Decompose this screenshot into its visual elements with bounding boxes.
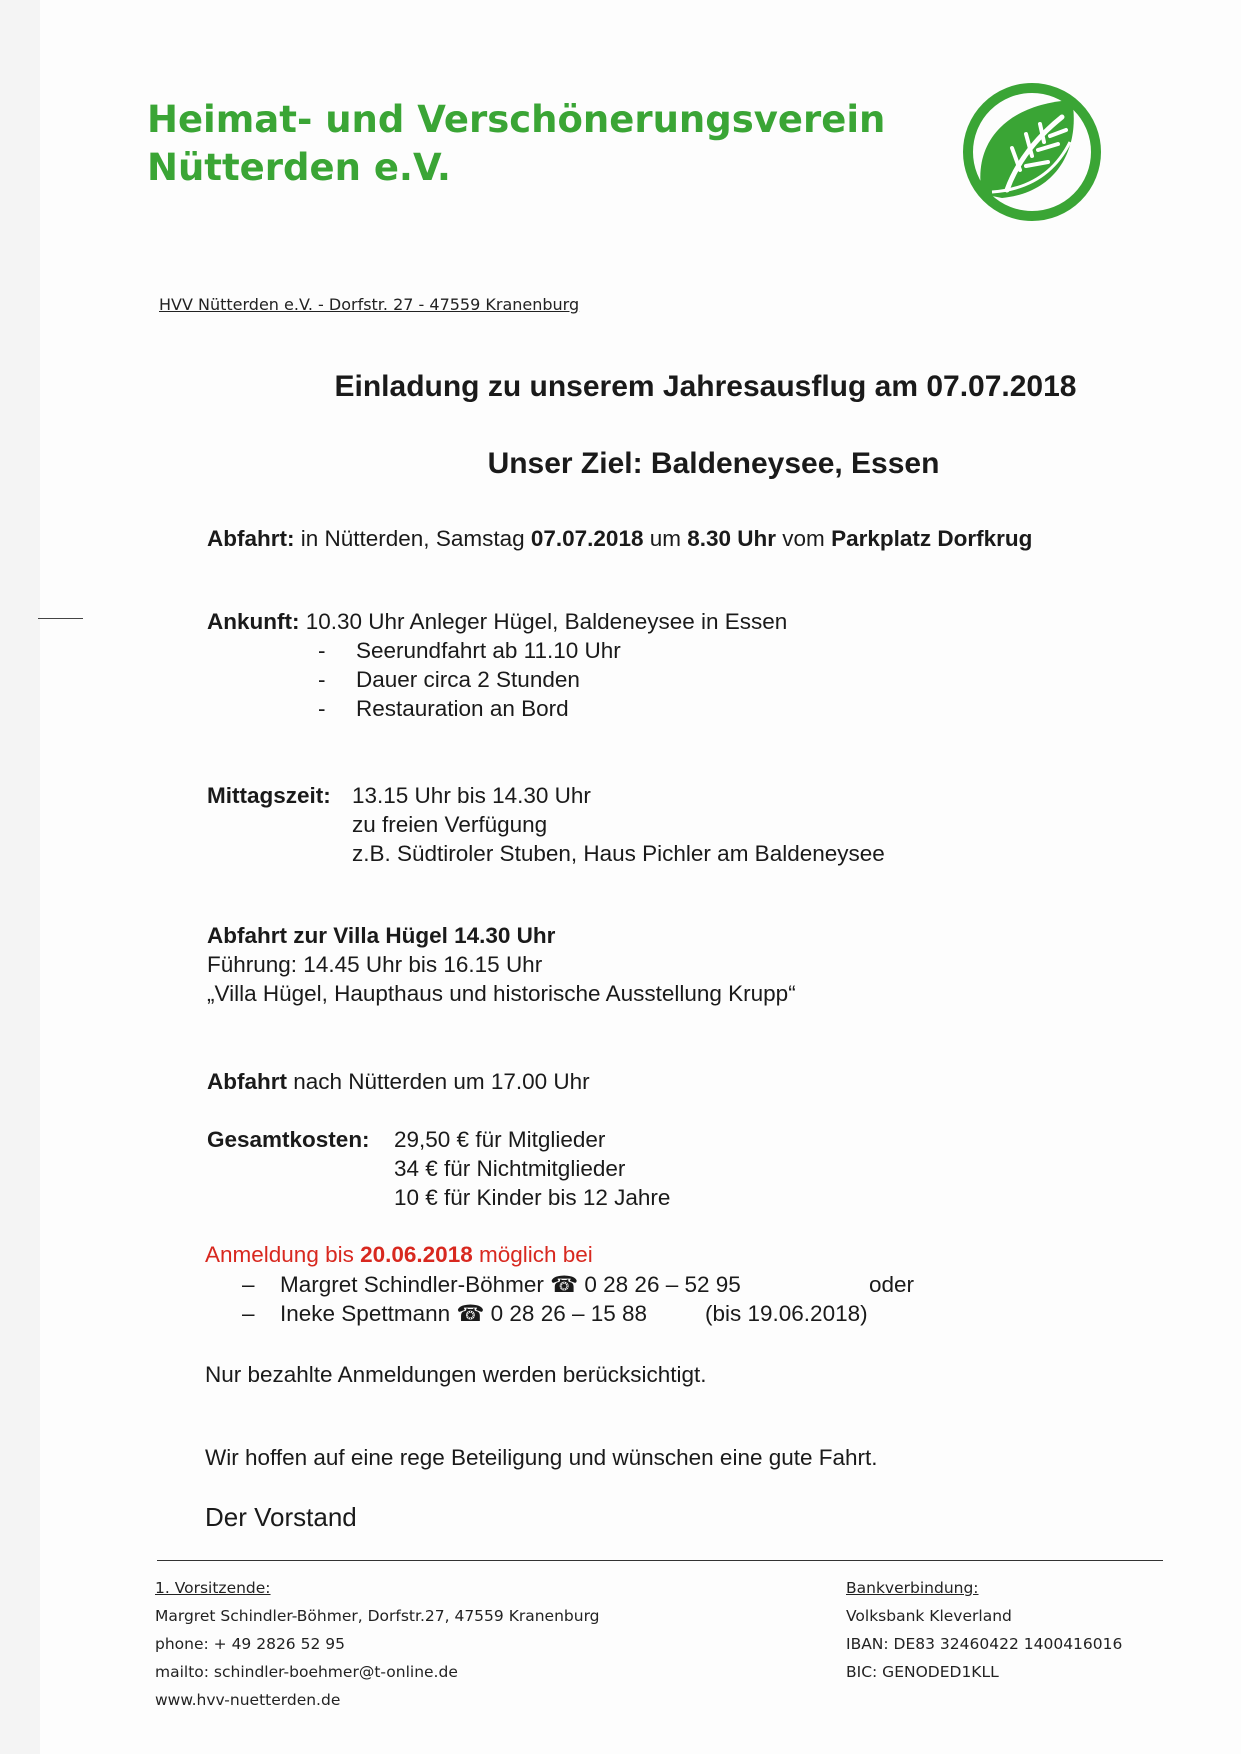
return-text: nach Nütterden um 17.00 Uhr xyxy=(287,1069,590,1094)
footer-right xyxy=(846,1574,1122,1686)
footer-left xyxy=(155,1574,600,1714)
footer-left-line: www.hvv-nuetterden.de xyxy=(155,1691,341,1709)
costs-lines xyxy=(394,1125,670,1212)
departure-time: 8.30 Uhr xyxy=(687,526,777,551)
contact-2-note: (bis 19.06.2018) xyxy=(705,1301,868,1326)
return-label: Abfahrt xyxy=(207,1069,287,1094)
footer-right-line: BIC: GENODED1KLL xyxy=(846,1663,999,1681)
scan-edge xyxy=(0,0,40,1754)
paid-only-note: Nur bezahlte Anmeldungen werden berücksichtigt. xyxy=(205,1362,707,1387)
villa-section xyxy=(207,921,796,1008)
footer-divider xyxy=(157,1560,1163,1561)
list-item: - Dauer circa 2 Stunden xyxy=(318,667,580,692)
contact-1-phone: 0 28 26 – 52 95 xyxy=(578,1272,741,1297)
contact-2: – Ineke Spettmann ☎ 0 28 26 – 15 88 xyxy=(242,1301,648,1326)
departure-date: 07.07.2018 xyxy=(530,526,644,551)
invitation-title xyxy=(0,370,1241,404)
phone-icon: ☎ xyxy=(456,1301,485,1326)
departure-text2: um xyxy=(643,526,688,551)
signature: Der Vorstand xyxy=(205,1502,357,1532)
footer-left-line: mailto: schindler-boehmer@t-online.de xyxy=(155,1663,458,1681)
registration-date: 20.06.2018 xyxy=(360,1242,473,1267)
invitation-title-text: Einladung zu unserem Jahresausflug am 07.07.2018 xyxy=(334,370,1077,403)
contact-2-phone: 0 28 26 – 15 88 xyxy=(484,1301,648,1326)
cost-line: 29,50 € für Mitglieder xyxy=(394,1127,606,1152)
cost-line: 34 € für Nichtmitglieder xyxy=(394,1156,626,1181)
phone-icon: ☎ xyxy=(550,1272,579,1297)
departure-text3: vom xyxy=(776,526,832,551)
lunch-label: Mittagszeit: xyxy=(207,783,331,808)
fold-mark xyxy=(38,618,83,619)
departure-place: Parkplatz Dorfkrug xyxy=(831,526,1033,551)
org-name xyxy=(147,96,885,192)
footer-left-heading: 1. Vorsitzende: xyxy=(155,1579,271,1597)
org-name-line2: Nütterden e.V. xyxy=(147,146,451,189)
departure-line xyxy=(207,524,1032,553)
departure-label: Abfahrt: xyxy=(207,526,295,551)
registration-text2: möglich bei xyxy=(472,1242,593,1267)
destination-title xyxy=(0,447,1241,481)
arrival-label: Ankunft: xyxy=(207,609,300,634)
costs-label: Gesamtkosten: xyxy=(207,1127,370,1152)
registration-line xyxy=(205,1240,593,1269)
lunch-line: 13.15 Uhr bis 14.30 Uhr xyxy=(352,783,591,808)
registration-text1: Anmeldung bis xyxy=(205,1242,361,1267)
footer-right-line: Volksbank Kleverland xyxy=(846,1607,1012,1625)
footer-left-line: phone: + 49 2826 52 95 xyxy=(155,1635,345,1653)
return-line xyxy=(207,1067,590,1096)
footer-right-line: IBAN: DE83 32460422 1400416016 xyxy=(846,1635,1123,1653)
leaf-icon xyxy=(962,82,1102,222)
sender-line: HVV Nütterden e.V. - Dorfstr. 27 - 47559 Kranenburg xyxy=(159,295,580,314)
villa-heading: Abfahrt zur Villa Hügel 14.30 Uhr xyxy=(207,923,556,948)
list-item: - Seerundfahrt ab 11.10 Uhr xyxy=(318,638,621,663)
contact-1: – Margret Schindler-Böhmer ☎ 0 28 26 – 52 95 xyxy=(242,1272,741,1297)
destination-title-text: Unser Ziel: Baldeneysee, Essen xyxy=(487,447,940,480)
arrival-line xyxy=(207,607,787,636)
lunch-line: z.B. Südtiroler Stuben, Haus Pichler am Baldeneysee xyxy=(352,841,885,866)
villa-line1: Führung: 14.45 Uhr bis 16.15 Uhr xyxy=(207,952,543,977)
cost-line: 10 € für Kinder bis 12 Jahre xyxy=(394,1185,671,1210)
lunch-lines xyxy=(352,781,885,868)
contact-1-name: Margret Schindler-Böhmer xyxy=(280,1272,551,1297)
departure-text1: in Nütterden, Samstag xyxy=(294,526,531,551)
villa-line2: „Villa Hügel, Haupthaus und historische Ausstellung Krupp“ xyxy=(207,981,796,1006)
lunch-line: zu freien Verfügung xyxy=(352,812,548,837)
contact-1-suffix: oder xyxy=(869,1272,915,1297)
arrival-list xyxy=(318,636,621,723)
footer-right-heading: Bankverbindung: xyxy=(846,1579,979,1597)
list-item: - Restauration an Bord xyxy=(318,696,569,721)
contact-2-name: Ineke Spettmann xyxy=(280,1301,457,1326)
closing-text: Wir hoffen auf eine rege Beteiligung und wünschen eine gute Fahrt. xyxy=(205,1445,878,1470)
letter-page xyxy=(40,0,1241,1754)
org-name-line1: Heimat- und Verschönerungsverein xyxy=(147,98,886,141)
arrival-text: 10.30 Uhr Anleger Hügel, Baldeneysee in Essen xyxy=(299,609,788,634)
footer-left-line: Margret Schindler-Böhmer, Dorfstr.27, 47559 Kranenburg xyxy=(155,1607,600,1625)
